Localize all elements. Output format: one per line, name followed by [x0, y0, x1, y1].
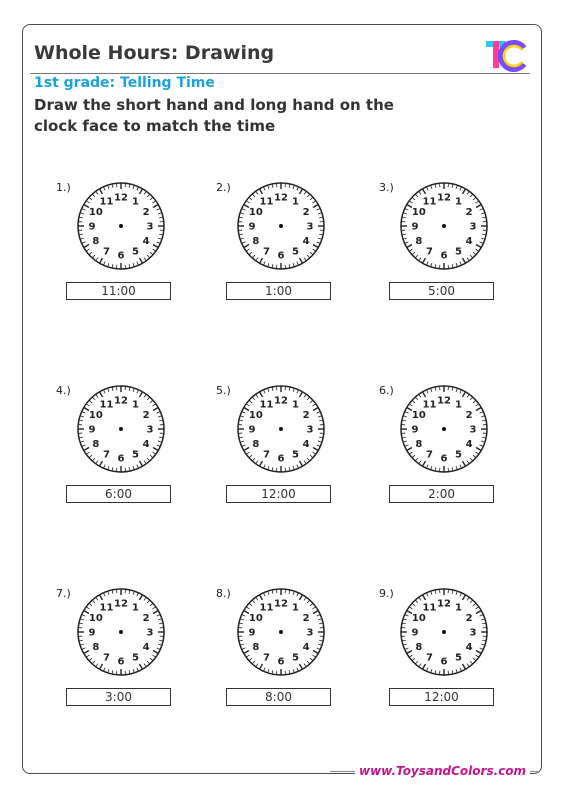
clock-center-dot	[279, 630, 283, 634]
clock-numeral: 3	[146, 424, 154, 436]
clock-numeral: 4	[465, 236, 473, 247]
clock-numeral: 8	[252, 642, 260, 653]
clock-numeral: 9	[411, 221, 419, 233]
clock-numeral: 3	[469, 424, 477, 436]
clock-numeral: 12	[274, 192, 288, 204]
clock-numeral: 8	[415, 642, 423, 653]
clock-numeral: 2	[465, 207, 473, 218]
clock-numeral: 8	[92, 439, 100, 450]
clock-numeral: 5	[132, 246, 139, 258]
clock-numeral: 1	[455, 196, 462, 208]
clock-face[interactable]	[236, 587, 326, 677]
clock-problem	[56, 384, 176, 524]
clock-numeral: 7	[426, 246, 433, 258]
clock-numeral: 10	[248, 410, 263, 421]
clock-numeral: 7	[426, 449, 433, 461]
clock-numeral: 1	[292, 399, 299, 411]
clock-numeral: 11	[259, 196, 274, 208]
page-title: Whole Hours: Drawing	[34, 42, 275, 64]
problem-number: 7.)	[56, 587, 71, 600]
clock-center-dot	[119, 224, 123, 228]
clock-numeral: 9	[88, 424, 96, 436]
instructions: Draw the short hand and long hand on the clock face to match the time	[34, 96, 394, 135]
clock-numeral: 10	[248, 207, 263, 218]
clock-numeral: 2	[465, 410, 473, 421]
time-label-box: 1:00	[226, 282, 331, 300]
clock-numeral: 4	[465, 642, 473, 653]
clock-numeral: 8	[252, 236, 260, 247]
clock-numeral: 9	[248, 627, 256, 639]
clock-problem	[379, 384, 499, 524]
clock-numeral: 7	[103, 449, 110, 461]
time-label-box: 8:00	[226, 688, 331, 706]
clock-numeral: 4	[302, 439, 310, 450]
clock-numeral: 1	[292, 196, 299, 208]
clock-numeral: 3	[306, 221, 314, 233]
clock-face[interactable]	[236, 181, 326, 271]
clock-numeral: 1	[455, 399, 462, 411]
clock-numeral: 7	[263, 652, 270, 664]
clock-face[interactable]	[76, 384, 166, 474]
clock-numeral: 2	[302, 410, 310, 421]
clock-problem	[56, 587, 176, 727]
clock-numeral: 12	[114, 598, 128, 610]
footer-url: www.ToysandColors.com	[355, 764, 530, 778]
clock-numeral: 6	[117, 656, 125, 668]
clock-numeral: 8	[252, 439, 260, 450]
clock-problem	[216, 181, 336, 321]
clock-numeral: 6	[440, 656, 448, 668]
clock-numeral: 1	[132, 602, 139, 614]
time-label-box: 11:00	[66, 282, 171, 300]
clock-numeral: 1	[132, 399, 139, 411]
clock-numeral: 7	[263, 246, 270, 258]
clock-numeral: 6	[440, 453, 448, 465]
grade-subtitle: 1st grade: Telling Time	[34, 75, 215, 91]
clock-numeral: 3	[306, 424, 314, 436]
clock-numeral: 5	[455, 246, 462, 258]
clock-numeral: 7	[103, 652, 110, 664]
clock-numeral: 2	[142, 613, 150, 624]
clock-numeral: 5	[292, 449, 299, 461]
clock-numeral: 10	[411, 410, 426, 421]
clock-numeral: 5	[132, 449, 139, 461]
problem-number: 1.)	[56, 181, 71, 194]
clock-numeral: 10	[411, 613, 426, 624]
clock-center-dot	[442, 630, 446, 634]
clock-numeral: 3	[469, 221, 477, 233]
clock-numeral: 12	[274, 598, 288, 610]
clock-numeral: 6	[277, 453, 285, 465]
clock-numeral: 2	[302, 207, 310, 218]
clock-numeral: 4	[142, 439, 150, 450]
clock-numeral: 12	[114, 395, 128, 407]
clock-face[interactable]	[399, 181, 489, 271]
clock-numeral: 8	[92, 642, 100, 653]
clock-numeral: 2	[142, 207, 150, 218]
clock-numeral: 10	[88, 207, 103, 218]
clock-center-dot	[119, 630, 123, 634]
clock-numeral: 1	[455, 602, 462, 614]
clock-numeral: 5	[292, 246, 299, 258]
clock-numeral: 7	[263, 449, 270, 461]
clock-face[interactable]	[236, 384, 326, 474]
clock-numeral: 12	[114, 192, 128, 204]
clock-center-dot	[442, 427, 446, 431]
time-label-box: 12:00	[389, 688, 494, 706]
clock-numeral: 11	[99, 399, 114, 411]
clock-numeral: 3	[469, 627, 477, 639]
clock-problem	[216, 587, 336, 727]
clock-numeral: 5	[132, 652, 139, 664]
clock-numeral: 12	[274, 395, 288, 407]
problem-number: 9.)	[379, 587, 394, 600]
clock-numeral: 2	[142, 410, 150, 421]
clock-numeral: 12	[437, 192, 451, 204]
clock-problem	[379, 587, 499, 727]
problem-number: 3.)	[379, 181, 394, 194]
clock-numeral: 12	[437, 598, 451, 610]
clock-center-dot	[442, 224, 446, 228]
problem-number: 8.)	[216, 587, 231, 600]
clock-numeral: 1	[292, 602, 299, 614]
clock-numeral: 3	[146, 627, 154, 639]
clock-numeral: 4	[465, 439, 473, 450]
clock-numeral: 4	[142, 236, 150, 247]
clock-numeral: 8	[92, 236, 100, 247]
clock-numeral: 9	[88, 221, 96, 233]
toys-and-colors-logo-icon	[484, 38, 526, 72]
clock-numeral: 11	[422, 196, 437, 208]
clock-numeral: 11	[259, 399, 274, 411]
clock-numeral: 3	[306, 627, 314, 639]
clock-numeral: 5	[292, 652, 299, 664]
clock-problem	[56, 181, 176, 321]
clock-numeral: 3	[146, 221, 154, 233]
time-label-box: 3:00	[66, 688, 171, 706]
clock-center-dot	[279, 224, 283, 228]
clock-numeral: 11	[422, 399, 437, 411]
clock-numeral: 10	[88, 410, 103, 421]
clock-numeral: 7	[426, 652, 433, 664]
clock-numeral: 5	[455, 449, 462, 461]
clock-numeral: 9	[411, 627, 419, 639]
time-label-box: 2:00	[389, 485, 494, 503]
clock-problem	[216, 384, 336, 524]
title-divider	[30, 73, 530, 74]
clock-numeral: 11	[422, 602, 437, 614]
clock-face[interactable]	[399, 587, 489, 677]
clock-numeral: 10	[88, 613, 103, 624]
problem-number: 4.)	[56, 384, 71, 397]
problem-number: 6.)	[379, 384, 394, 397]
clock-numeral: 10	[248, 613, 263, 624]
clock-numeral: 8	[415, 236, 423, 247]
clock-center-dot	[279, 427, 283, 431]
clock-numeral: 11	[99, 196, 114, 208]
clock-numeral: 5	[455, 652, 462, 664]
clock-numeral: 4	[302, 642, 310, 653]
clock-numeral: 11	[259, 602, 274, 614]
time-label-box: 5:00	[389, 282, 494, 300]
clock-numeral: 9	[248, 424, 256, 436]
clock-numeral: 8	[415, 439, 423, 450]
clock-numeral: 4	[142, 642, 150, 653]
clock-numeral: 6	[117, 250, 125, 262]
clock-numeral: 6	[277, 656, 285, 668]
clock-face[interactable]	[399, 384, 489, 474]
clock-face[interactable]	[76, 181, 166, 271]
clock-numeral: 9	[88, 627, 96, 639]
time-label-box: 6:00	[66, 485, 171, 503]
problem-number: 2.)	[216, 181, 231, 194]
clock-center-dot	[119, 427, 123, 431]
clock-numeral: 1	[132, 196, 139, 208]
clock-numeral: 9	[411, 424, 419, 436]
problem-number: 5.)	[216, 384, 231, 397]
clock-numeral: 7	[103, 246, 110, 258]
clock-numeral: 9	[248, 221, 256, 233]
clock-face[interactable]	[76, 587, 166, 677]
clock-numeral: 4	[302, 236, 310, 247]
clock-numeral: 2	[465, 613, 473, 624]
clock-numeral: 6	[277, 250, 285, 262]
clock-problem	[379, 181, 499, 321]
clock-numeral: 2	[302, 613, 310, 624]
clock-numeral: 6	[440, 250, 448, 262]
time-label-box: 12:00	[226, 485, 331, 503]
clock-numeral: 11	[99, 602, 114, 614]
clock-numeral: 6	[117, 453, 125, 465]
clock-numeral: 10	[411, 207, 426, 218]
clock-numeral: 12	[437, 395, 451, 407]
